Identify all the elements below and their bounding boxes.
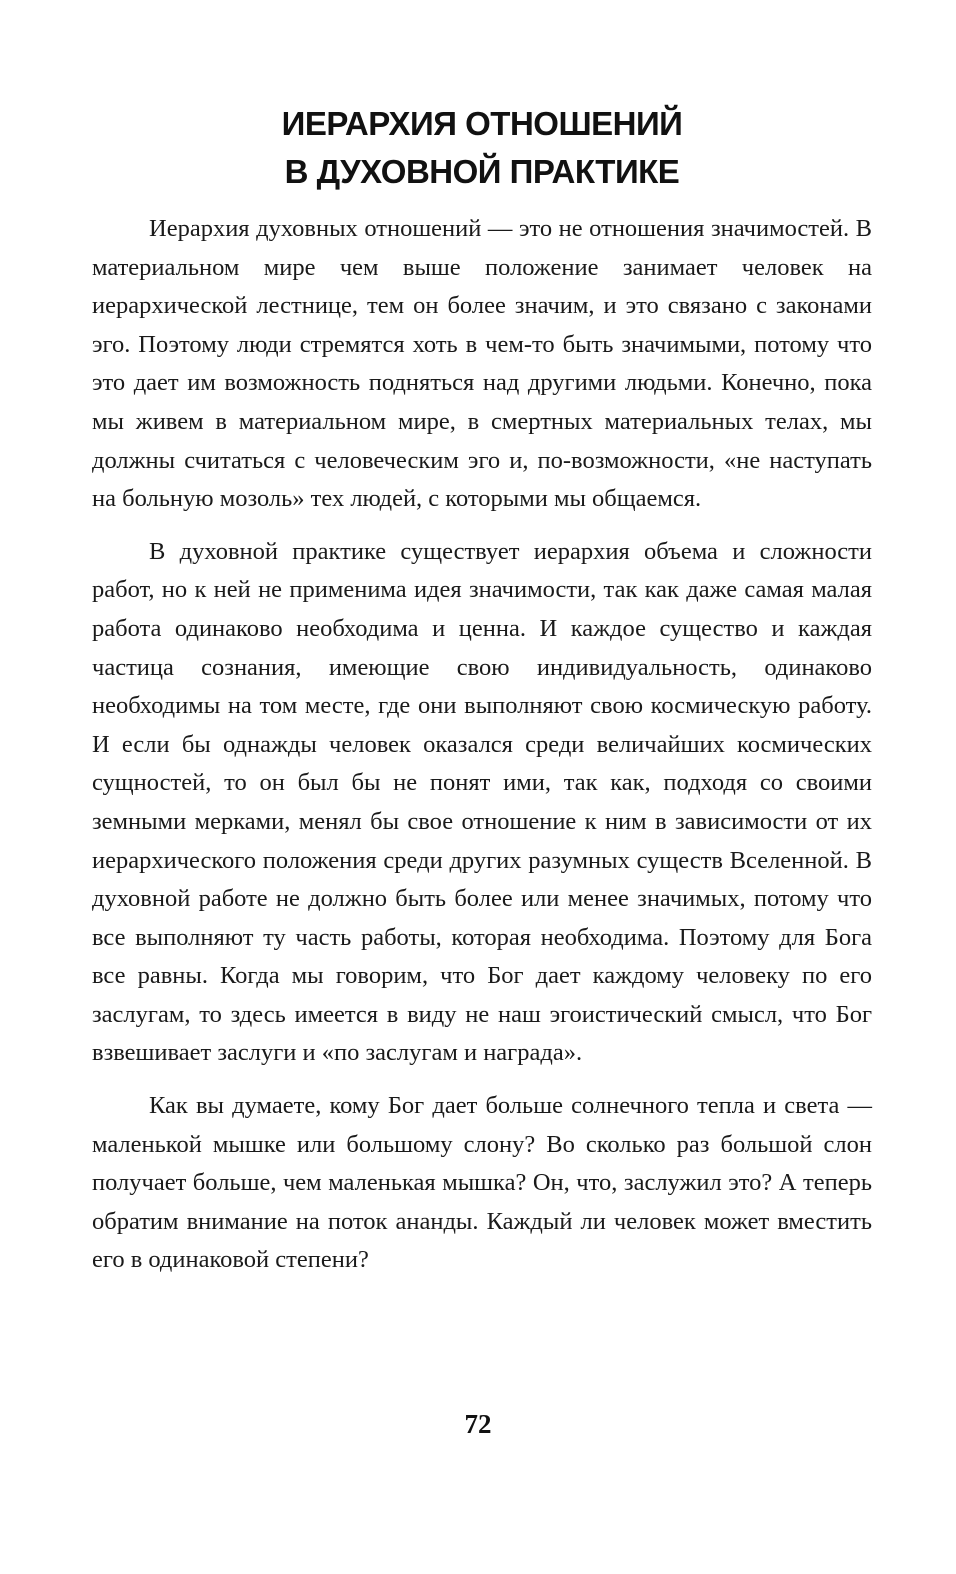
chapter-title-line-1: ИЕРАРХИЯ ОТНОШЕНИЙ [281, 105, 683, 142]
chapter-title-line-2: В ДУХОВНОЙ ПРАКТИКЕ [284, 153, 680, 190]
book-page [92, 100, 872, 1280]
paragraph-1: Иерархия духовных отношений — это не отношения значимостей. В материальном мире чем выше положение занимает человек на иерархической лестнице, тем он более значим, и это связано с законами эго. Поэтому люди стремятся хоть в чем-то быть значимыми, потому что это дает им возможность подняться над другими людьми. Конечно, пока мы живем в материальном мире, в смертных материальных телах, мы должны считаться с человеческим эго и, по-возможности, «не наступать на больную мозоль» тех людей, с которыми мы общаемся. [92, 215, 872, 513]
paragraph-3: Как вы думаете, кому Бог дает больше солнечного тепла и света — маленькой мышке или большому слону? Во сколько раз большой слон получает больше, чем маленькая мышка? Он, что, заслужил это? А теперь обратим внимание на поток ананды. Каждый ли человек может вместить его в одинаковой степени? [92, 1092, 872, 1274]
chapter-title [92, 100, 872, 196]
body-text [92, 210, 872, 1280]
page-number: 72 [464, 1409, 492, 1439]
paragraph-2: В духовной практике существует иерархия объема и сложности работ, но к ней не применима идея значимости, так как даже самая малая работа одинаково необходима и ценна. И каждое существо и каждая частица сознания, имеющие свою индивидуальность, одинаково необходимы на том месте, где они выполняют свою космическую работу. И если бы однажды человек оказался среди величайших космических сущностей, то он был бы не понят ими, так как, подходя со своими земными мерками, менял бы свое отношение к ним в зависимости от их иерархического положения среди других разумных существ Вселенной. В духовной работе не должно быть более или менее значимых, потому что все выполняют ту часть работы, которая необходима. Поэтому для Бога все равны. Когда мы говорим, что Бог дает каждому человеку по его заслугам, то здесь имеется в виду не наш эгоистический смысл, что Бог взвешивает заслуги и «по заслугам и награда». [92, 537, 872, 1067]
